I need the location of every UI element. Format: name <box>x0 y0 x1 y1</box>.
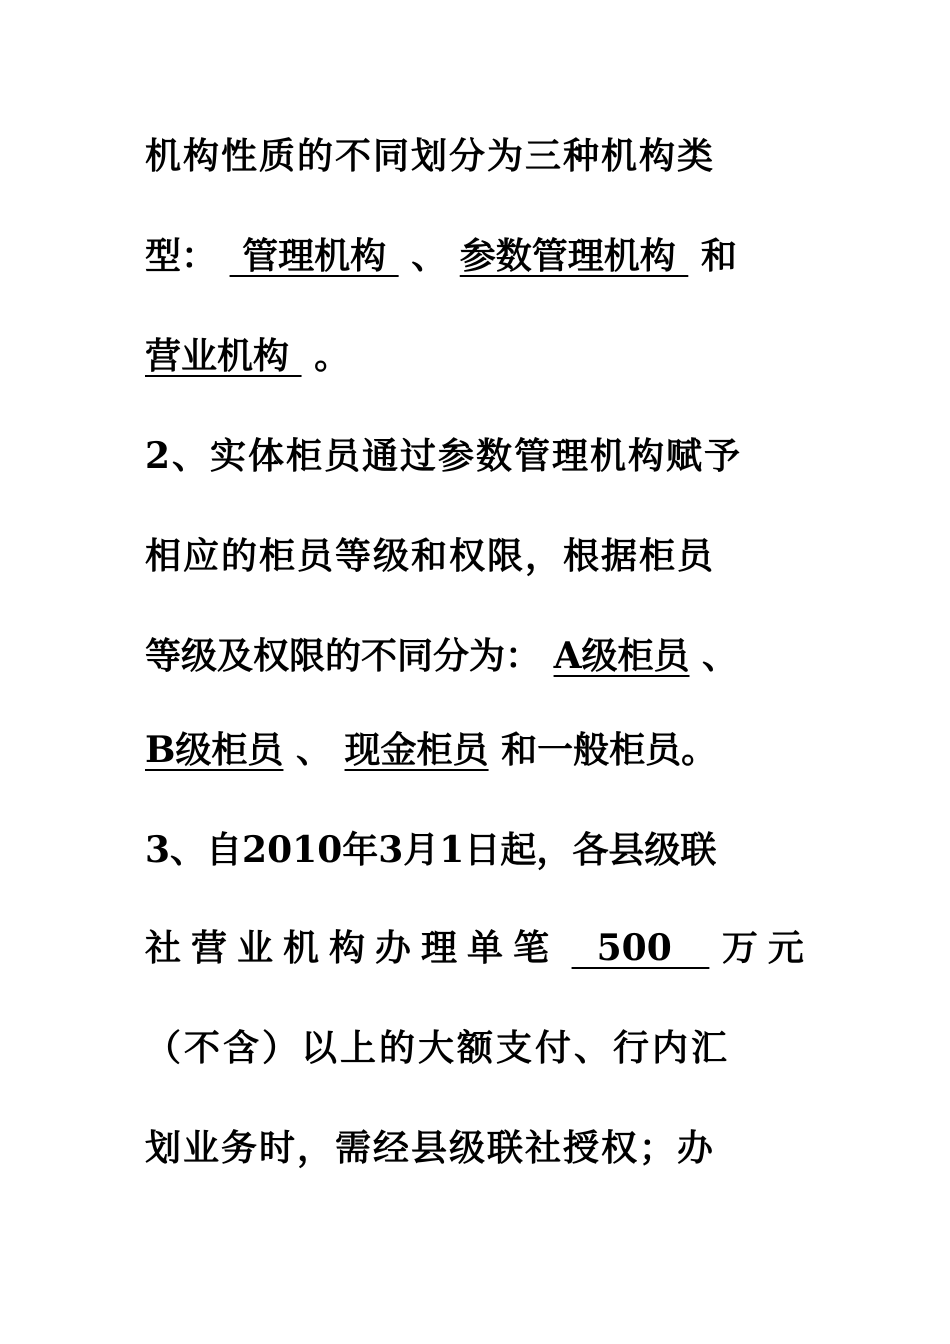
text-line <box>145 326 845 386</box>
text-line <box>145 918 845 978</box>
text-segment: 型： <box>145 235 218 277</box>
text-line <box>145 1018 845 1078</box>
text-segment: 、 <box>411 235 448 277</box>
text-segment: 机构性质的不同划分为三种机构类 <box>145 135 716 177</box>
text-line <box>145 1118 845 1178</box>
text-line <box>145 226 845 286</box>
text-segment: 等级及权限的不同分为： <box>145 635 542 677</box>
text-segment: 2、实体柜员通过参数管理机构赋予 <box>145 435 743 477</box>
text-segment: 、 <box>295 729 332 771</box>
fill-in-answer-parameter-management-institution: 参数管理机构 <box>459 235 689 277</box>
text-segment: 万元 <box>721 927 814 969</box>
fill-in-answer-business-institution: 营业机构 <box>145 335 302 377</box>
text-line <box>145 426 845 486</box>
fill-in-answer-amount: 500 <box>571 927 710 969</box>
text-segment: 。 <box>314 335 351 377</box>
text-segment: 划业务时，需经县级联社授权；办 <box>145 1127 716 1169</box>
text-line <box>145 720 845 780</box>
fill-in-answer-a-level-teller: A级柜员 <box>553 635 690 677</box>
text-segment: （不含）以上的大额支付、行内汇 <box>145 1027 731 1069</box>
text-line <box>145 126 845 186</box>
text-segment: 和 <box>700 235 737 277</box>
text-segment: 、 <box>702 635 739 677</box>
text-segment: 社营业机构办理单笔 <box>145 927 560 969</box>
fill-in-answer-cash-teller: 现金柜员 <box>344 729 489 771</box>
fill-in-answer-b-level-teller: B级柜员 <box>145 729 284 771</box>
text-segment: 相应的柜员等级和权限，根据柜员 <box>145 535 716 577</box>
text-line <box>145 820 845 880</box>
text-line <box>145 626 845 686</box>
text-segment: 3、自2010年3月1日起，各县级联 <box>145 829 717 871</box>
text-line <box>145 526 845 586</box>
fill-in-answer-management-institution: 管理机构 <box>229 235 399 277</box>
text-segment: 和一般柜员。 <box>501 729 718 771</box>
